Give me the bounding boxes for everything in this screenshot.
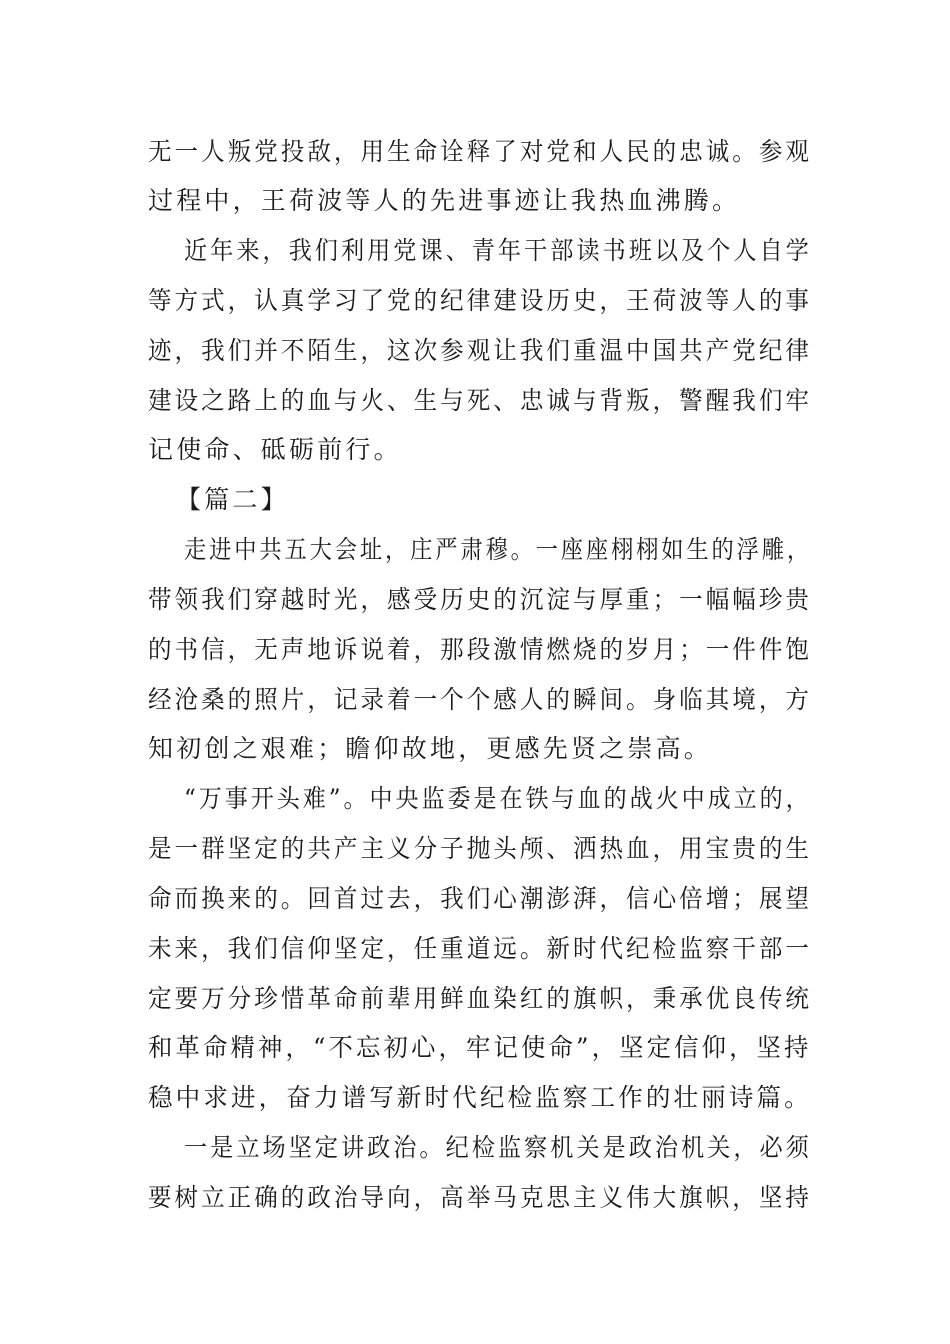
text-line: 记使命、砥砺前行。 [148, 435, 402, 464]
text-line: 是一群坚定的共产主义分子抛头颅、洒热血，用宝贵的生 [148, 834, 812, 863]
text-line: 定要万分珍惜革命前辈用鲜血染红的旗帜，秉承优良传统 [148, 984, 812, 1013]
text-line: 经沧桑的照片，记录着一个个感人的瞬间。身临其境，方 [148, 685, 812, 714]
text-line: 稳中求进，奋力谱写新时代纪检监察工作的壮丽诗篇。 [148, 1083, 812, 1112]
text-line: 命而换来的。回首过去，我们心潮澎湃，信心倍增；展望 [148, 884, 812, 913]
paragraph-first-line: 近年来，我们利用党课、青年干部读书班以及个人自学 [184, 236, 812, 265]
text-line: 无一人叛党投敌，用生命诠释了对党和人民的忠诚。参观 [148, 137, 812, 166]
text-line: 过程中，王荷波等人的先进事迹让我热血沸腾。 [148, 186, 741, 215]
section-heading: 【篇二】 [176, 485, 289, 514]
text-line: 迹，我们并不陌生，这次参观让我们重温中国共产党纪律 [148, 336, 812, 365]
text-line: 要树立正确的政治导向，高举马克思主义伟大旗帜，坚持 [148, 1183, 812, 1212]
text-line: 知初创之艰难；瞻仰故地，更感先贤之崇高。 [148, 734, 713, 763]
text-line: 和革命精神，“不忘初心，牢记使命”，坚定信仰，坚持 [148, 1033, 812, 1062]
text-line: 等方式，认真学习了党的纪律建设历史，王荷波等人的事 [148, 286, 812, 315]
paragraph-first-line: 一是立场坚定讲政治。纪检监察机关是政治机关，必须 [184, 1133, 812, 1162]
paragraph-first-line: “万事开头难”。中央监委是在铁与血的战火中成立的， [184, 784, 812, 813]
paragraph-first-line: 走进中共五大会址，庄严肃穆。一座座栩栩如生的浮雕， [184, 535, 813, 564]
text-line: 的书信，无声地诉说着，那段激情燃烧的岁月；一件件饱 [148, 635, 812, 664]
text-line: 未来，我们信仰坚定，任重道远。新时代纪检监察干部一 [148, 934, 812, 963]
text-line: 带领我们穿越时光，感受历史的沉淀与厚重；一幅幅珍贵 [148, 585, 812, 614]
text-line: 建设之路上的血与火、生与死、忠诚与背叛，警醒我们牢 [148, 386, 812, 415]
